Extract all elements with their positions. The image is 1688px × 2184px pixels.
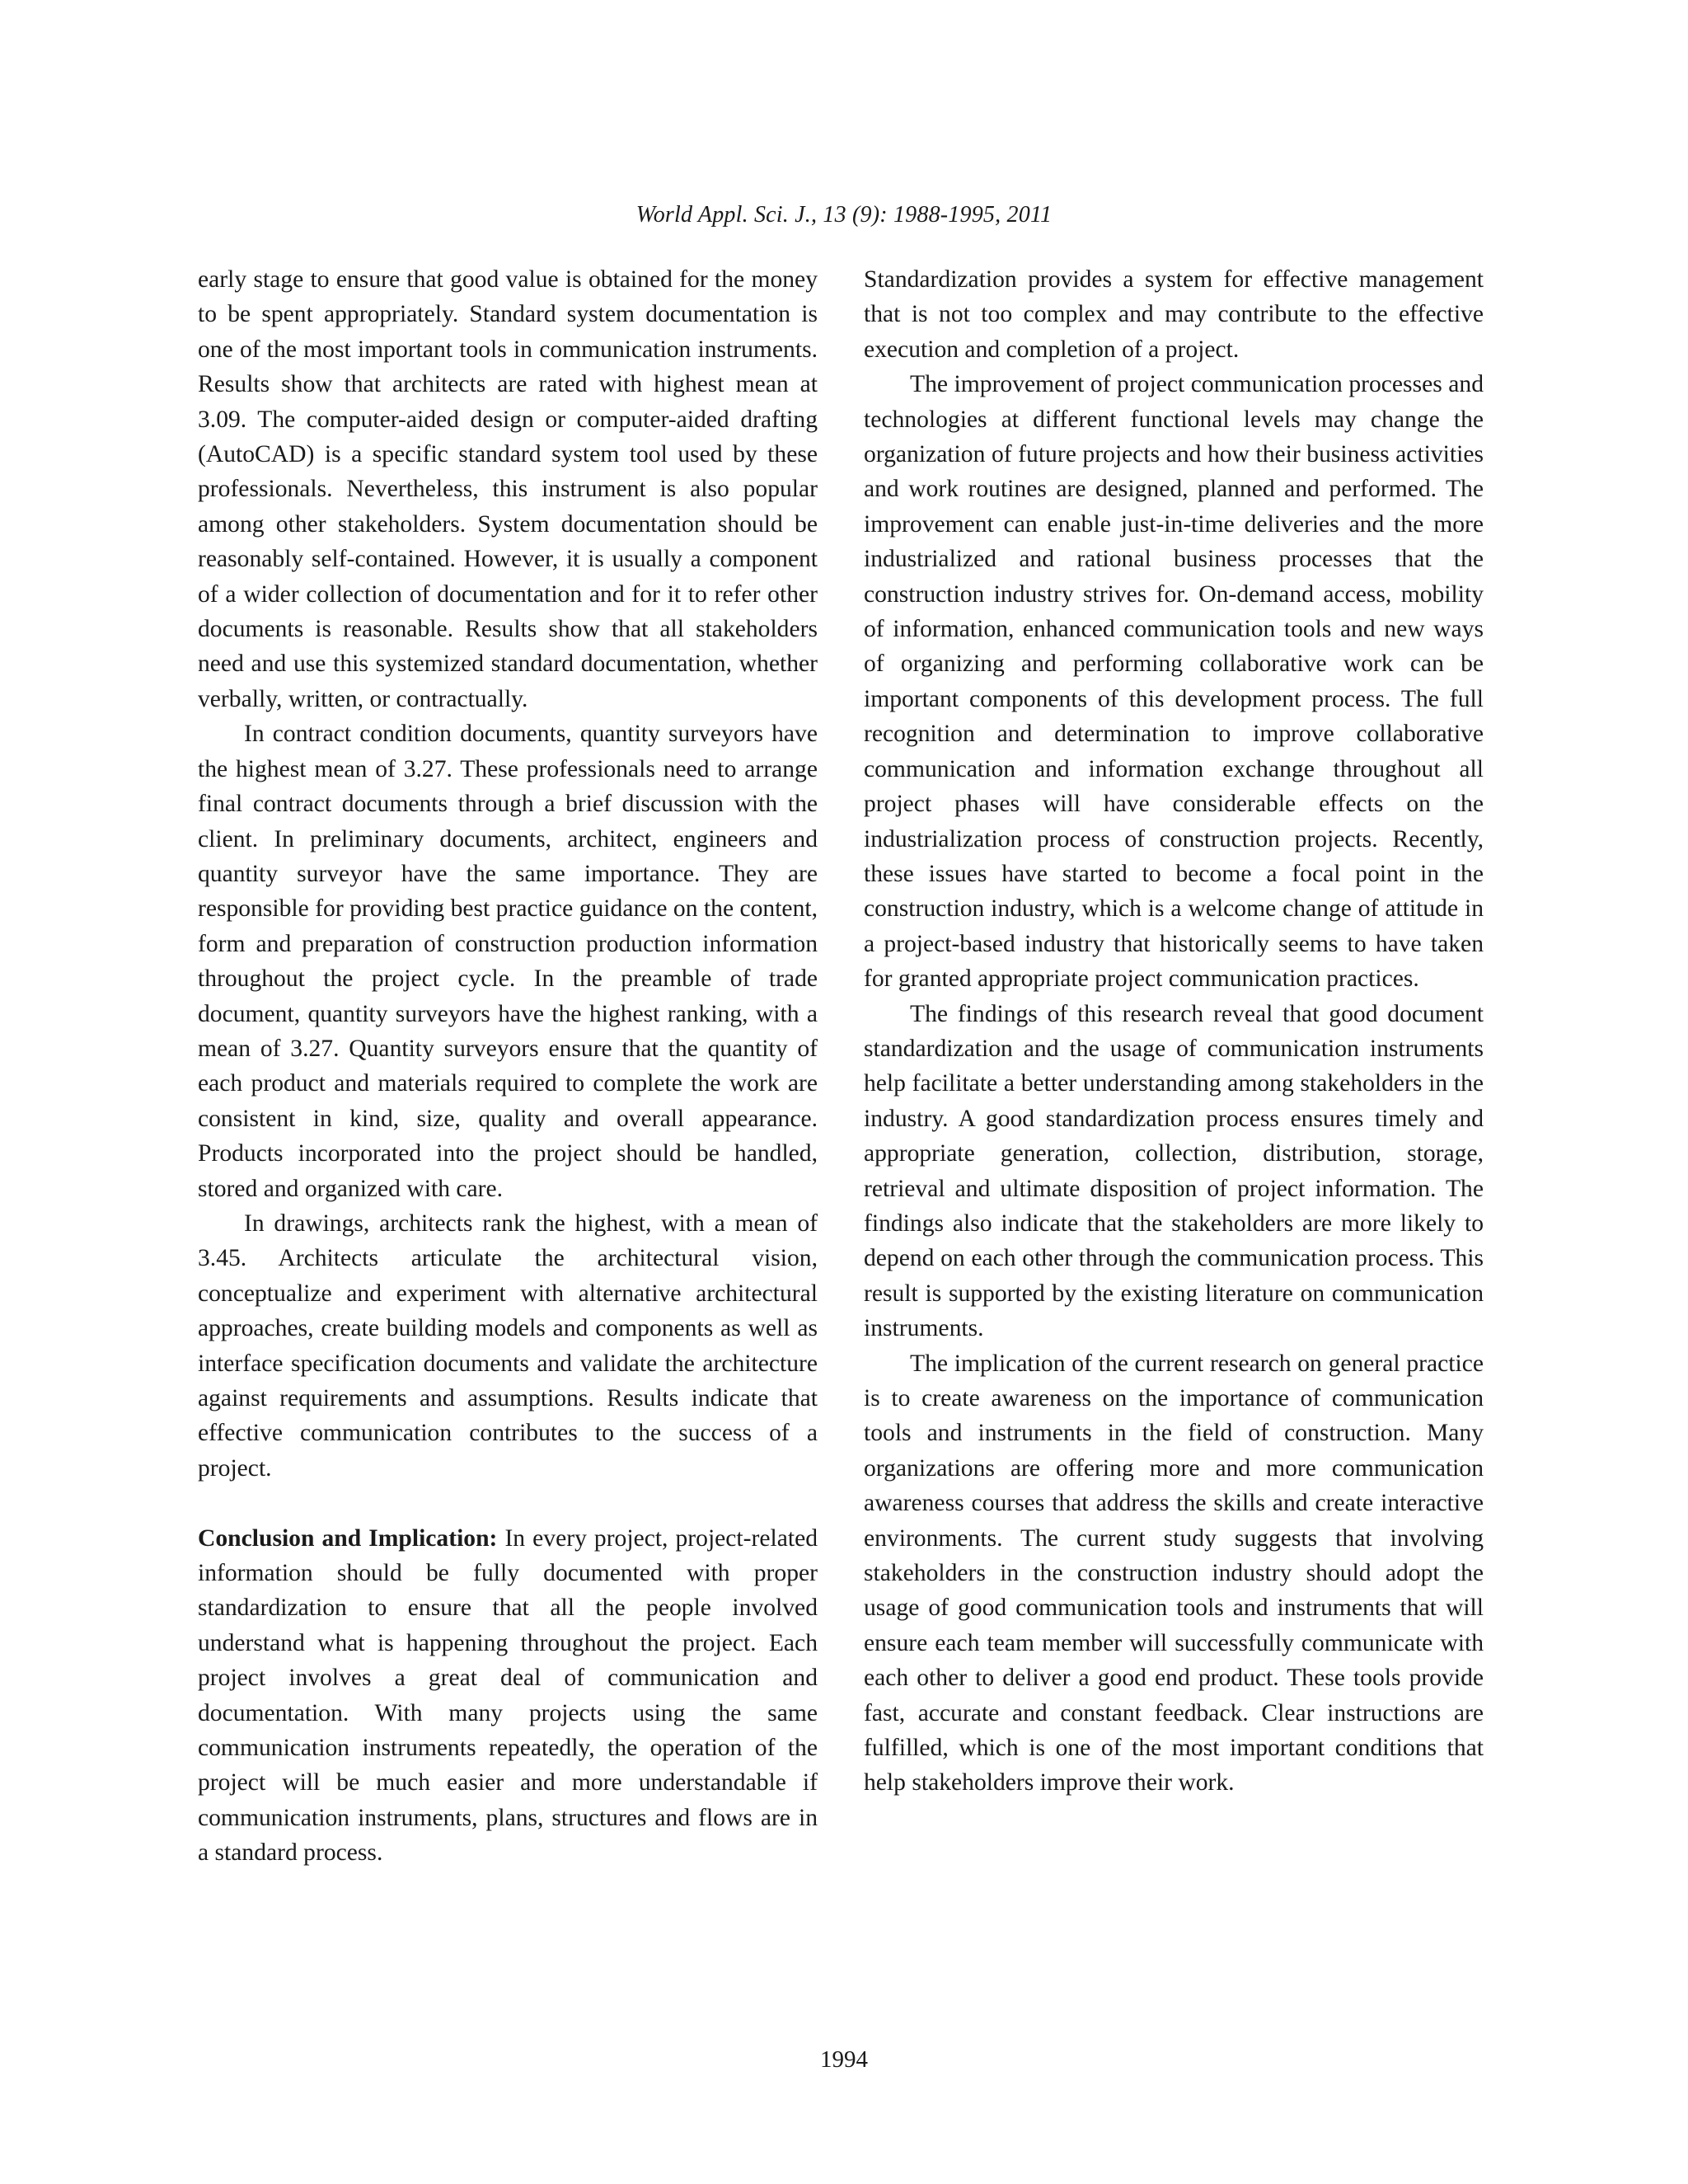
right-column — [864, 262, 1484, 1801]
paragraph: The implication of the current research on general practice is to create awareness on the importance of communication tools and instruments in the field of construction. Many organizations are offering more and more communication awareness courses that address the skills and create interactive environments. The current study suggests that involving stakeholders in the construction industry should adopt the usage of good communication tools and instruments that will ensure each team member will successfully communicate with each other to deliver a good end product. These tools provide fast, accurate and constant feedback. Clear instructions are fulfilled, which is one of the most important conditions that help stakeholders improve their work. — [864, 1350, 1484, 1797]
paragraph: The findings of this research reveal that good document standardization and the usage of communication instruments help facilitate a better understanding among stakeholders in the industry. A good standardization process ensures timely and appropriate generation, collection, distribution, storage, retrieval and ultimate disposition of project information. The findings also indicate that the stakeholders are more likely to depend on each other through the communication process. This result is supported by the existing literature on communication instruments. — [864, 1000, 1484, 1342]
paragraph-text: In every project, project-related information should be fully documented with proper standardization to ensure that all the people involved understand what is happening throughout the project. Each project involves a great deal of communication and documentation. With many projects using the same communication instruments repeatedly, the operation of the project will be much easier and more understandable if communication instruments, plans, structures and flows are in a standard process. — [198, 1524, 818, 1867]
paragraph: early stage to ensure that good value is obtained for the money to be spent appropriately. Standard system documentation is one of the most important tools in communication instruments. Results show that architects are rated with highest mean at 3.09. The computer-aided design or computer-aided drafting (AutoCAD) is a specific standard system tool used by these professionals. Nevertheless, this instrument is also popular among other stakeholders. System documentation should be reasonably self-contained. However, it is usually a component of a wider collection of documentation and for it to refer other documents is reasonable. Results show that all stakeholders need and use this systemized standard documentation, whether verbally, written, or contractually. — [198, 266, 818, 712]
running-header: World Appl. Sci. J., 13 (9): 1988-1995, 2011 — [635, 202, 1053, 228]
paragraph: The improvement of project communication processes and technologies at different functional levels may change the organization of future projects and how their business activities and work routines are designed, planned and performed. The improvement can enable just-in-time deliveries and the more industrialized and rational business processes that the construction industry strives for. On-demand access, mobility of information, enhanced communication tools and new ways of organizing and performing collaborative work can be important components of this development process. The full recognition and determination to improve collaborative communication and information exchange throughout all project phases will have considerable effects on the industrialization process of construction projects. Recently, these issues have started to become a focal point in the construction industry, which is a welcome change of attitude in a project-based industry that historically seems to have taken for granted appropriate project communication practices. — [864, 371, 1484, 993]
conclusion-paragraph — [198, 1521, 818, 1871]
section-heading: Conclusion and Implication: — [198, 1524, 498, 1552]
left-column — [198, 262, 818, 1871]
paragraph: In drawings, architects rank the highest, with a mean of 3.45. Architects articulate the architectural vision, conceptualize and experiment with alternative architectural approaches, create building models and components as well as interface specification documents and validate the architecture against requirements and assumptions. Results indicate that effective communication contributes to the success of a project. — [198, 1209, 818, 1482]
paragraph: In contract condition documents, quantity surveyors have the highest mean of 3.27. These professionals need to arrange final contract documents through a brief discussion with the client. In preliminary documents, architect, engineers and quantity surveyor have the same importance. They are responsible for providing best practice guidance on the content, form and preparation of construction production information throughout the project cycle. In the preamble of trade document, quantity surveyors have the highest ranking, with a mean of 3.27. Quantity surveyors ensure that the quantity of each product and materials required to complete the work are consistent in kind, size, quality and overall appearance. Products incorporated into the project should be handled, stored and organized with care. — [198, 721, 818, 1202]
paragraph: Standardization provides a system for effective management that is not too complex and may contribute to the effective execution and completion of a project. — [864, 266, 1484, 363]
page-number: 1994 — [820, 2046, 868, 2073]
